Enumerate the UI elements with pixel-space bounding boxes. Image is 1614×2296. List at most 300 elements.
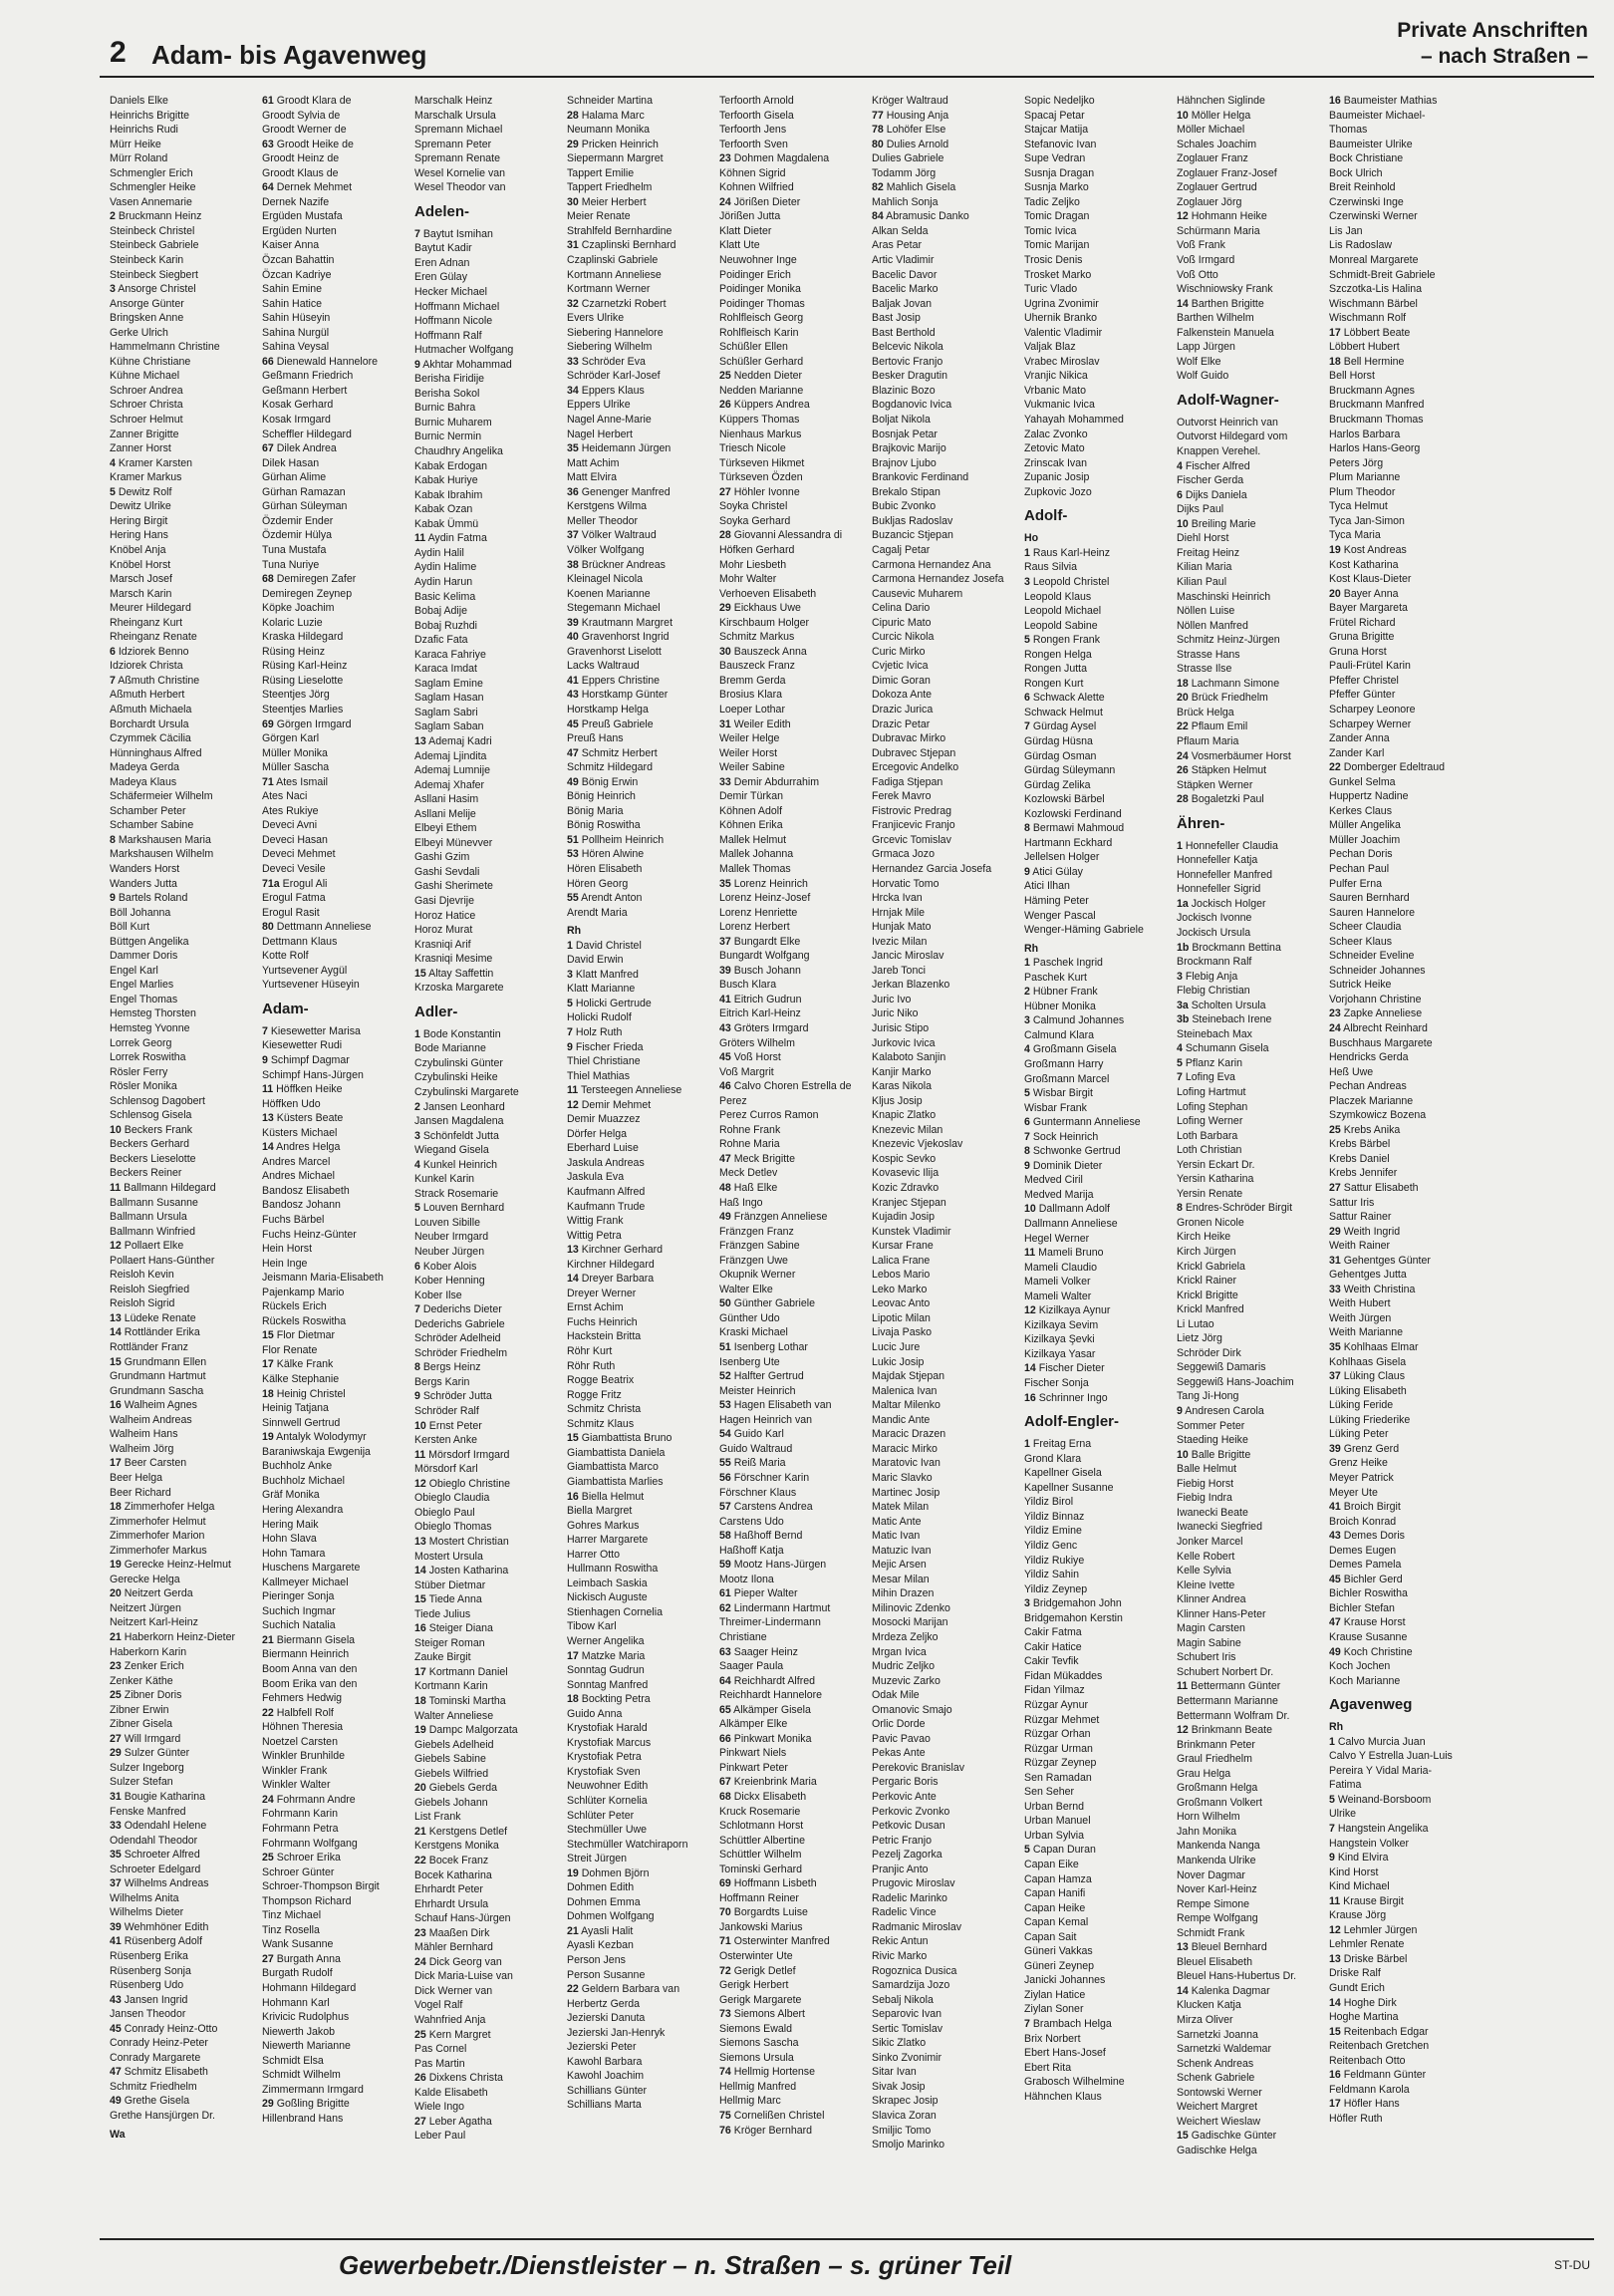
house-number: 5 [1024, 1087, 1030, 1100]
resident-name: Todamm Jörg [872, 166, 937, 179]
list-item [414, 531, 563, 546]
list-item [1329, 1094, 1478, 1109]
house-number: 16 [414, 1622, 426, 1635]
resident-name: Löbbert Beate [1343, 326, 1411, 339]
list-item [719, 413, 868, 428]
resident-name: Kelle Robert [1177, 1550, 1235, 1563]
resident-name: Dampc Malgorzata [428, 1724, 518, 1737]
list-item [1177, 369, 1325, 384]
list-item [414, 850, 563, 865]
list-item [262, 587, 410, 602]
resident-name: Dreyer Barbara [581, 1273, 655, 1286]
resident-name: Schenk Gabriele [1177, 2072, 1255, 2085]
resident-name: Sutrick Heike [1329, 979, 1392, 992]
resident-name: Kunstek Vladimir [872, 1225, 951, 1238]
list-item [1329, 297, 1478, 312]
resident-name: Mameli Bruno [1038, 1247, 1104, 1260]
list-item [414, 1216, 563, 1231]
resident-name: Gürdag Zelika [1024, 778, 1091, 791]
list-item [1329, 1837, 1478, 1852]
resident-name: Hangstein Volker [1329, 1837, 1410, 1850]
house-number: 37 [1329, 1370, 1341, 1383]
list-item [110, 1006, 258, 1021]
list-item [1329, 1981, 1478, 1996]
resident-name: Bosnjak Petar [872, 428, 938, 440]
resident-name: Steinbeck Karin [110, 254, 184, 267]
resident-name: Grau Helga [1177, 1767, 1231, 1780]
list-item [1177, 1230, 1325, 1245]
resident-name: Schamber Peter [110, 804, 186, 817]
list-item [1177, 1389, 1325, 1404]
resident-name: Matt Elvira [567, 471, 618, 484]
resident-name: Rongen Helga [1024, 648, 1092, 661]
resident-name: Guido Anna [567, 1707, 623, 1720]
list-item [872, 630, 1020, 645]
list-item [1329, 949, 1478, 964]
house-number: 8 [110, 833, 116, 846]
resident-name: Lorenz Henriette [719, 906, 798, 919]
resident-name: Dallmann Adolf [1038, 1203, 1111, 1216]
resident-name: Lehmler Renate [1329, 1938, 1405, 1951]
resident-name: Schumann Gisela [1185, 1042, 1269, 1055]
resident-name: Idziorek Benno [118, 645, 189, 658]
resident-name: Bleuel Bernhard [1191, 1941, 1267, 1954]
list-item [110, 935, 258, 950]
list-item [262, 1140, 410, 1155]
list-item [872, 109, 1020, 124]
resident-name: Mudric Zeljko [872, 1660, 935, 1673]
list-item [1329, 238, 1478, 253]
list-item [1329, 2039, 1478, 2054]
list-item [1024, 1727, 1173, 1742]
resident-name: Förschner Klaus [719, 1486, 797, 1499]
house-number: 23 [414, 1926, 426, 1939]
list-item [1177, 1810, 1325, 1825]
resident-name: Nedden Marianne [719, 384, 804, 397]
list-item [110, 1137, 258, 1152]
list-item [872, 1340, 1020, 1355]
list-item [1024, 792, 1173, 807]
resident-name: Kirchner Hildegard [567, 1258, 655, 1271]
list-item [567, 1895, 715, 1910]
resident-name: Sopic Nedeljko [1024, 95, 1095, 107]
house-number: 59 [719, 1559, 731, 1572]
resident-name: Guido Waltraud [719, 1442, 793, 1455]
resident-name: Haßhoff Bernd [733, 1530, 803, 1543]
resident-name: Rösler Monika [110, 1080, 177, 1093]
resident-name: Bungardt Wolfgang [719, 950, 810, 963]
resident-name: Kühne Michael [110, 370, 180, 383]
list-item [567, 428, 715, 442]
resident-name: Winkler Frank [262, 1764, 328, 1777]
resident-name: Paschek Ingrid [1032, 957, 1103, 970]
list-item [1177, 1360, 1325, 1375]
resident-name: Suchich Ingmar [262, 1604, 336, 1617]
list-item [872, 428, 1020, 442]
resident-name: Szymkowicz Bozena [1329, 1109, 1427, 1122]
list-item [414, 1172, 563, 1187]
listing-column [110, 94, 262, 2231]
resident-name: Schmitz Friedhelm [110, 2080, 197, 2093]
list-item [1024, 1510, 1173, 1525]
list-item [414, 151, 563, 166]
list-item [1024, 633, 1173, 648]
list-item [414, 923, 563, 938]
list-item [414, 1969, 563, 1984]
resident-name: Loeper Lothar [719, 703, 785, 716]
resident-name: Steinebach Max [1177, 1027, 1252, 1040]
resident-name: Winkler Walter [262, 1779, 331, 1792]
house-number: 27 [414, 2115, 426, 2128]
resident-name: Hähnchen Klaus [1024, 2090, 1102, 2103]
street-heading: Ähren- [1177, 814, 1225, 832]
resident-name: Bettermann Wolfram Dr. [1177, 1709, 1290, 1722]
list-item [567, 997, 715, 1011]
list-item [262, 1024, 410, 1039]
house-number: 17 [110, 1457, 122, 1470]
resident-name: Lofing Werner [1177, 1115, 1243, 1128]
list-item [872, 1486, 1020, 1501]
list-item [110, 1283, 258, 1297]
resident-name: Zanner Brigitte [110, 428, 179, 440]
list-item [719, 616, 868, 631]
resident-name: Krause Susanne [1329, 1630, 1408, 1643]
resident-name: Li Lutao [1177, 1317, 1214, 1330]
list-item [567, 1707, 715, 1722]
resident-name: Eren Adnan [414, 256, 470, 269]
list-item [719, 688, 868, 703]
resident-name: Lüking Feride [1329, 1399, 1394, 1412]
list-item [1024, 1013, 1173, 1028]
list-item [110, 804, 258, 819]
resident-name: Wittig Petra [567, 1229, 622, 1242]
list-item [110, 789, 258, 804]
list-item [1024, 311, 1173, 326]
resident-name: Bruckmann Agnes [1329, 384, 1415, 397]
list-item [872, 1949, 1020, 1964]
resident-name: Wolf Guido [1177, 370, 1229, 383]
list-item [719, 441, 868, 456]
resident-name: Engel Thomas [110, 993, 178, 1005]
resident-name: Kirch Heike [1177, 1231, 1231, 1244]
resident-name: Köhnen Erika [719, 819, 783, 832]
list-item [414, 488, 563, 503]
resident-name: Will Irmgard [124, 1732, 181, 1745]
list-item [719, 1108, 868, 1123]
resident-name: Tersteegen Anneliese [580, 1084, 682, 1097]
list-item [567, 2040, 715, 2055]
list-item [872, 282, 1020, 297]
list-item [262, 877, 410, 892]
list-item [1177, 123, 1325, 138]
list-item [110, 109, 258, 124]
list-item [414, 1868, 563, 1883]
resident-name: Tominski Gerhard [719, 1863, 803, 1875]
list-item [1329, 1456, 1478, 1471]
resident-name: Demes Pamela [1329, 1559, 1402, 1572]
resident-name: Grundmann Hartmut [110, 1370, 206, 1383]
house-number: 16 [1024, 1391, 1036, 1404]
list-item [1024, 749, 1173, 764]
resident-name: Carmona Hernandez Josefa [872, 573, 1004, 586]
resident-name: Dederichs Dieter [422, 1303, 502, 1316]
list-item [1024, 1466, 1173, 1481]
resident-name: Meyer Ute [1329, 1486, 1378, 1499]
resident-name: Deveci Avni [262, 819, 318, 832]
list-item [414, 1926, 563, 1941]
resident-name: Marsch Karin [110, 587, 172, 600]
list-item [262, 1474, 410, 1489]
list-item [1329, 94, 1478, 109]
resident-name: Lüking Elisabeth [1329, 1384, 1407, 1397]
resident-name: Kost Klaus-Dieter [1329, 573, 1412, 586]
resident-name: Walter Elke [719, 1283, 773, 1295]
list-item [1024, 1973, 1173, 1988]
resident-name: Reisloh Siegfried [110, 1283, 190, 1295]
resident-name: Gravenhorst Liselott [567, 645, 662, 658]
list-item [414, 109, 563, 124]
list-item [262, 659, 410, 674]
listing-column [567, 94, 719, 2231]
list-item [1177, 355, 1325, 370]
house-number: 31 [719, 718, 731, 730]
list-item [1329, 1908, 1478, 1923]
resident-name: Baljak Jovan [872, 297, 933, 310]
list-item [1024, 2075, 1173, 2090]
list-item [1177, 868, 1325, 883]
resident-name: Bertovic Franjo [872, 355, 943, 368]
list-item [719, 1674, 868, 1689]
district-label: Wa [110, 2128, 126, 2141]
list-item [1024, 719, 1173, 734]
list-item [872, 326, 1020, 341]
list-item [262, 789, 410, 804]
resident-name: Hemsteg Thorsten [110, 1007, 196, 1020]
list-item [1024, 1347, 1173, 1362]
resident-name: Güneri Zeynep [1024, 1959, 1095, 1972]
resident-name: Pas Martin [414, 2057, 465, 2070]
list-item [567, 731, 715, 746]
resident-name: Carstens Udo [719, 1515, 784, 1528]
resident-name: Sonntag Gudrun [567, 1664, 645, 1677]
list-item [1024, 1669, 1173, 1684]
resident-name: Fischer Sonja [1024, 1377, 1089, 1390]
list-item [1024, 413, 1173, 428]
resident-name: Wisbar Frank [1024, 1101, 1087, 1114]
house-number: 66 [719, 1732, 731, 1745]
resident-name: Elbeyi Ethem [414, 822, 477, 835]
list-item [1177, 2100, 1325, 2115]
list-item [1329, 109, 1478, 124]
list-item [1177, 1317, 1325, 1332]
house-number: 3 [1024, 1597, 1030, 1610]
resident-name: Rheinganz Renate [110, 631, 197, 644]
resident-name: Rottländer Erika [124, 1326, 200, 1339]
list-item [719, 760, 868, 775]
resident-name: Cakir Fatma [1024, 1626, 1082, 1639]
resident-name: Kabak Ümmü [414, 517, 479, 530]
resident-name: Sitar Ivan [872, 2066, 917, 2079]
resident-name: Flebig Christian [1177, 985, 1250, 998]
resident-name: Obieglo Thomas [414, 1521, 492, 1534]
resident-name: Mrgan Ivica [872, 1645, 927, 1658]
page-footer [100, 2238, 1594, 2284]
list-item [1329, 1065, 1478, 1080]
resident-name: Fiebig Indra [1177, 1492, 1232, 1505]
resident-name: Türkseven Hikmet [719, 456, 805, 469]
list-item [567, 268, 715, 283]
resident-name: Rohlfleisch Georg [719, 312, 804, 325]
list-item [110, 1920, 258, 1935]
house-number: 3 [567, 968, 573, 981]
house-number: 18 [262, 1387, 274, 1400]
list-item [567, 1721, 715, 1736]
list-item [872, 688, 1020, 703]
list-item [1024, 575, 1173, 590]
list-item [110, 238, 258, 253]
resident-name: Lebos Mario [872, 1269, 931, 1282]
house-number: 39 [719, 964, 731, 977]
resident-name: Heidemann Jürgen [581, 442, 672, 455]
list-item [262, 180, 410, 195]
list-item [262, 1198, 410, 1213]
resident-name: Schales Joachim [1177, 138, 1257, 150]
list-item [110, 282, 258, 297]
list-item [262, 109, 410, 124]
list-item [1024, 1188, 1173, 1203]
list-item [567, 1446, 715, 1461]
list-item [110, 1993, 258, 2008]
list-item [110, 470, 258, 485]
resident-name: Kizilkaya Şevki [1024, 1333, 1095, 1346]
list-item [414, 138, 563, 152]
resident-name: Zapke Anneliese [1343, 1007, 1423, 1020]
house-number: 29 [1329, 1225, 1341, 1238]
resident-name: Bogaletzki Paul [1191, 793, 1264, 806]
list-item [414, 1709, 563, 1724]
resident-name: Czybulinski Günter [414, 1056, 503, 1069]
resident-name: Harlos Barbara [1329, 428, 1401, 440]
house-number: 67 [262, 442, 274, 455]
list-item [1329, 1210, 1478, 1225]
resident-name: Jareb Tonci [872, 964, 926, 977]
list-item [414, 1665, 563, 1680]
resident-name: Andresen Carola [1185, 1405, 1264, 1418]
resident-name: Schmitz Elisabeth [124, 2066, 208, 2079]
list-item [719, 195, 868, 210]
resident-name: Fohrmann Petra [262, 1822, 339, 1835]
list-item [110, 847, 258, 862]
resident-name: Atici Ilhan [1024, 880, 1070, 893]
list-item [262, 1778, 410, 1793]
list-item [1024, 1683, 1173, 1698]
list-item [262, 601, 410, 616]
resident-name: Baumeister Ulrike [1329, 138, 1413, 150]
resident-name: Schmitz Herbert [581, 746, 658, 759]
resident-name: Hackstein Britta [567, 1330, 642, 1343]
list-item [1177, 1723, 1325, 1738]
resident-name: Schmitz Christa [567, 1403, 642, 1416]
list-item [414, 575, 563, 590]
list-item [262, 428, 410, 442]
resident-name: Weith Hubert [1329, 1297, 1391, 1310]
resident-name: Busch Johann [733, 964, 801, 977]
house-number: 14 [262, 1141, 274, 1154]
resident-name: Ebert Hans-Josef [1024, 2047, 1106, 2060]
list-item [414, 1882, 563, 1897]
list-item [110, 195, 258, 210]
list-item [872, 224, 1020, 239]
house-number: 65 [719, 1703, 731, 1716]
list-item [567, 789, 715, 804]
house-number: 16 [110, 1399, 122, 1412]
resident-name: Artic Vladimir [872, 254, 935, 267]
resident-name: Gürhan Süleyman [262, 500, 348, 513]
list-item [1329, 384, 1478, 399]
house-number: 10 [1177, 1448, 1189, 1461]
resident-name: Müller Joachim [1329, 833, 1401, 846]
resident-name: Krasniqi Mesime [414, 953, 493, 966]
resident-name: Siemons Ursula [719, 2051, 794, 2064]
resident-name: Hoghe Dirk [1343, 1996, 1397, 2009]
resident-name: Gehentges Günter [1343, 1254, 1431, 1267]
list-item [567, 151, 715, 166]
resident-name: Zrinscak Ivan [1024, 456, 1087, 469]
resident-name: Lacks Waltraud [567, 660, 640, 673]
list-item [414, 1201, 563, 1216]
resident-name: Holicki Gertrude [575, 997, 652, 1009]
list-item [1024, 1625, 1173, 1640]
list-item [110, 398, 258, 413]
list-item [414, 662, 563, 677]
list-item [1329, 282, 1478, 297]
resident-name: Ergüden Nurten [262, 224, 337, 237]
list-item [1024, 1959, 1173, 1974]
resident-name: Buchholz Anke [262, 1460, 333, 1473]
list-item [110, 1659, 258, 1674]
list-item [262, 1097, 410, 1112]
resident-name: Krasniqi Arif [414, 938, 471, 951]
resident-name: Jockisch Ursula [1177, 926, 1251, 939]
resident-name: Flebig Anja [1185, 970, 1238, 983]
list-item [1329, 703, 1478, 718]
resident-name: Yildiz Emine [1024, 1525, 1082, 1538]
resident-name: Neuber Irmgard [414, 1231, 489, 1244]
list-item [262, 1677, 410, 1692]
list-item [872, 1905, 1020, 1920]
list-item [262, 1068, 410, 1083]
list-item [1329, 543, 1478, 558]
resident-name: Tang Ji-Hong [1177, 1390, 1239, 1403]
resident-name: Nickisch Auguste [567, 1591, 648, 1604]
resident-name: Trosic Denis [1024, 254, 1083, 267]
resident-name: Slavica Zoran [872, 2110, 937, 2123]
list-item [262, 674, 410, 689]
resident-name: Boljat Nikola [872, 414, 931, 427]
list-item [567, 1054, 715, 1069]
list-item [567, 1156, 715, 1171]
list-item [110, 166, 258, 181]
resident-name: Schneider Johannes [1329, 964, 1426, 977]
list-item [1329, 166, 1478, 181]
list-item [567, 1112, 715, 1127]
list-item [567, 109, 715, 124]
house-number: 69 [262, 718, 274, 730]
list-item [110, 1949, 258, 1964]
resident-name: Winkler Brunhilde [262, 1750, 346, 1763]
house-number: 55 [719, 1457, 731, 1470]
resident-name: Hören Georg [567, 877, 629, 890]
